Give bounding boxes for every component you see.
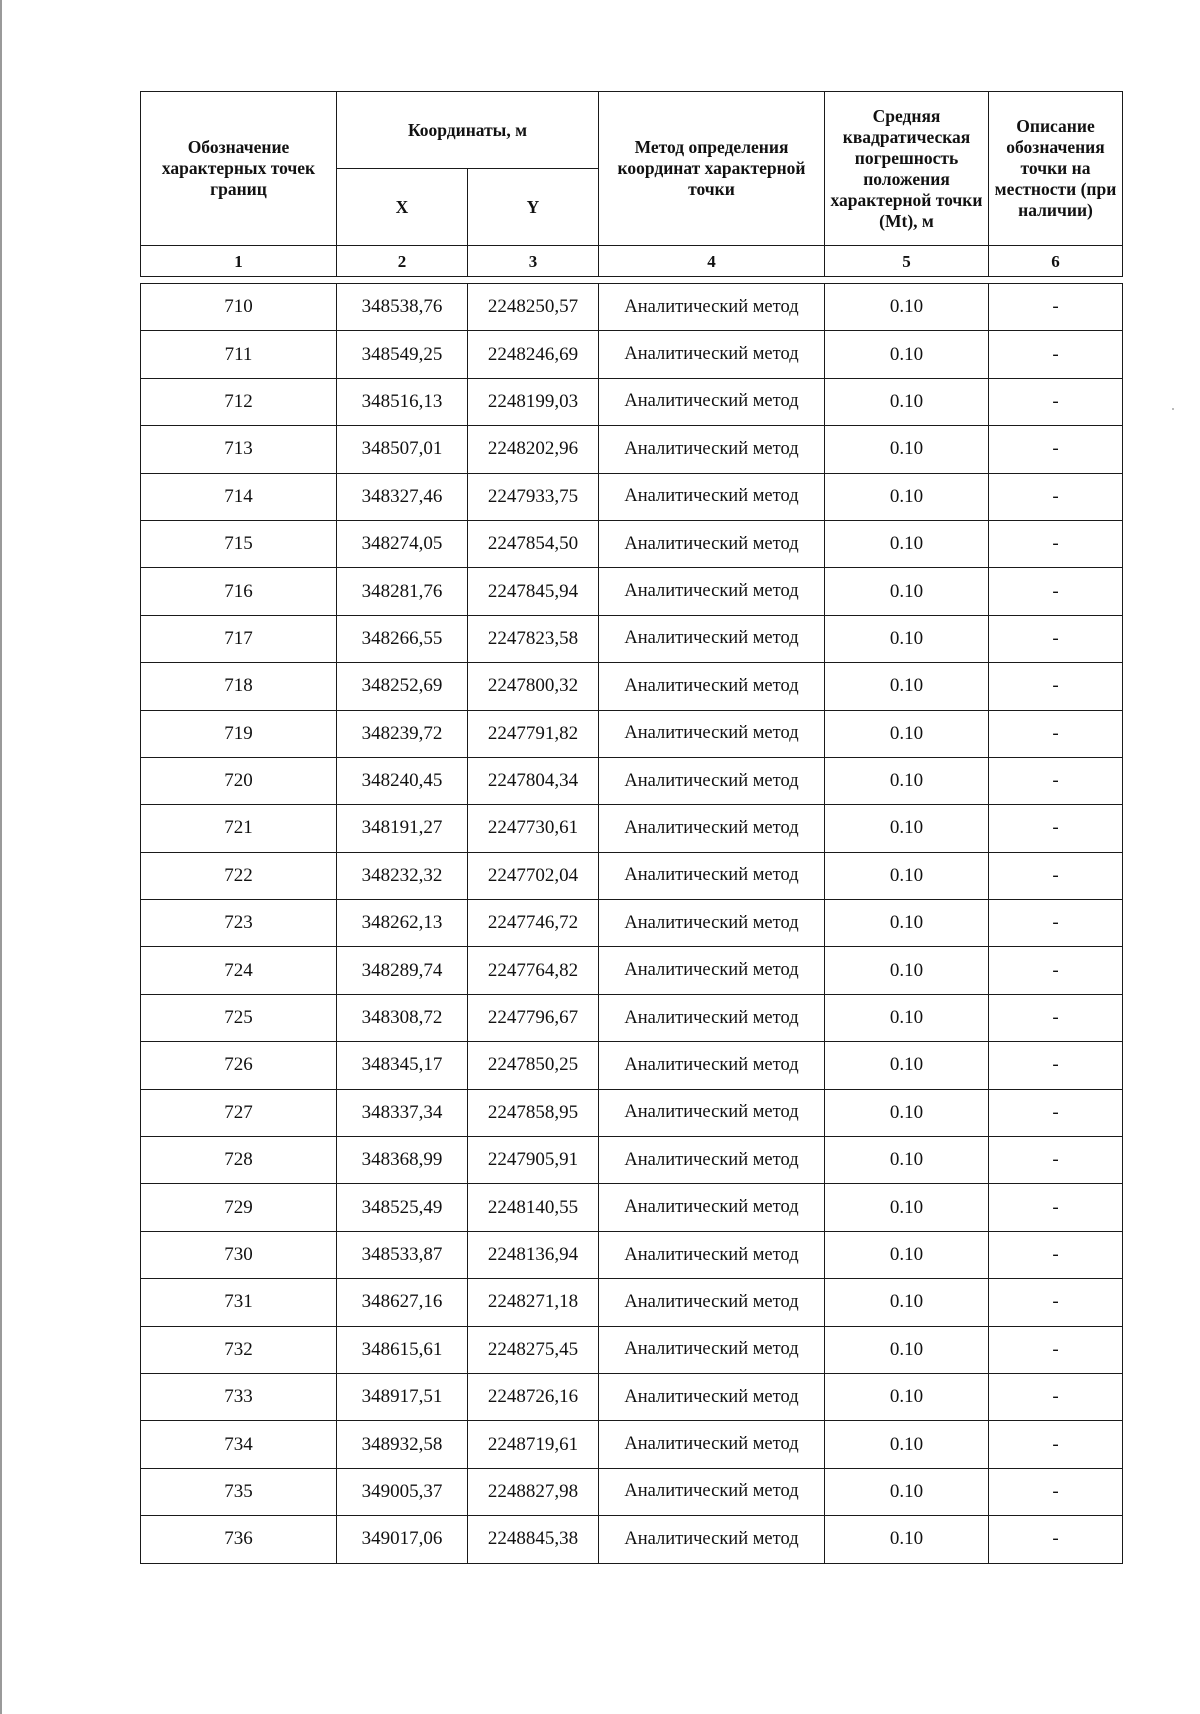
y-coordinate-cell: 2247804,34 [468, 757, 599, 804]
x-coordinate-cell: 348289,74 [337, 947, 468, 994]
y-coordinate-cell: 2247730,61 [468, 805, 599, 852]
error-cell: 0.10 [825, 331, 989, 378]
description-cell: - [989, 663, 1123, 710]
method-cell: Аналитический метод [599, 1373, 825, 1420]
error-cell: 0.10 [825, 947, 989, 994]
point-cell: 721 [141, 805, 337, 852]
table-row [141, 378, 1123, 425]
y-coordinate-cell: 2248140,55 [468, 1184, 599, 1231]
method-cell: Аналитический метод [599, 284, 825, 331]
point-cell: 733 [141, 1373, 337, 1420]
method-cell: Аналитический метод [599, 710, 825, 757]
method-cell: Аналитический метод [599, 1516, 825, 1563]
description-cell: - [989, 473, 1123, 520]
method-cell: Аналитический метод [599, 331, 825, 378]
table-row [141, 900, 1123, 947]
point-cell: 718 [141, 663, 337, 710]
table-row [141, 1089, 1123, 1136]
y-coordinate-cell: 2247796,67 [468, 994, 599, 1041]
header-table [140, 91, 1123, 277]
description-cell: - [989, 1468, 1123, 1515]
error-cell: 0.10 [825, 520, 989, 567]
method-cell: Аналитический метод [599, 852, 825, 899]
description-cell: - [989, 852, 1123, 899]
x-coordinate-cell: 348627,16 [337, 1279, 468, 1326]
x-coordinate-cell: 348345,17 [337, 1042, 468, 1089]
method-cell: Аналитический метод [599, 757, 825, 804]
x-coordinate-cell: 348240,45 [337, 757, 468, 804]
x-coordinate-cell: 348337,34 [337, 1089, 468, 1136]
table-row [141, 805, 1123, 852]
y-coordinate-cell: 2248719,61 [468, 1421, 599, 1468]
error-cell: 0.10 [825, 852, 989, 899]
description-cell: - [989, 1231, 1123, 1278]
method-cell: Аналитический метод [599, 1421, 825, 1468]
error-cell: 0.10 [825, 1137, 989, 1184]
description-cell: - [989, 1326, 1123, 1373]
method-cell: Аналитический метод [599, 663, 825, 710]
header-description: Описание обозначения точки на местности (при наличии) [989, 92, 1123, 246]
scan-speck [1172, 408, 1174, 410]
column-number: 6 [989, 246, 1123, 277]
header-x: X [337, 169, 468, 246]
y-coordinate-cell: 2248250,57 [468, 284, 599, 331]
error-cell: 0.10 [825, 1326, 989, 1373]
table-row [141, 473, 1123, 520]
x-coordinate-cell: 348516,13 [337, 378, 468, 425]
x-coordinate-cell: 348368,99 [337, 1137, 468, 1184]
y-coordinate-cell: 2248202,96 [468, 426, 599, 473]
point-cell: 720 [141, 757, 337, 804]
method-cell: Аналитический метод [599, 426, 825, 473]
y-coordinate-cell: 2247764,82 [468, 947, 599, 994]
column-number: 2 [337, 246, 468, 277]
column-number: 1 [141, 246, 337, 277]
table-row [141, 852, 1123, 899]
description-cell: - [989, 331, 1123, 378]
error-cell: 0.10 [825, 1421, 989, 1468]
y-coordinate-cell: 2248136,94 [468, 1231, 599, 1278]
table-row [141, 1421, 1123, 1468]
description-cell: - [989, 520, 1123, 567]
table-row [141, 710, 1123, 757]
y-coordinate-cell: 2247791,82 [468, 710, 599, 757]
point-cell: 712 [141, 378, 337, 425]
method-cell: Аналитический метод [599, 1468, 825, 1515]
table-row [141, 426, 1123, 473]
table-row [141, 520, 1123, 567]
description-cell: - [989, 1089, 1123, 1136]
error-cell: 0.10 [825, 473, 989, 520]
table-row [141, 1468, 1123, 1515]
header-error: Средняя квадратическая погрешность положения характерной точки (Mt), м [825, 92, 989, 246]
table-row [141, 331, 1123, 378]
x-coordinate-cell: 348281,76 [337, 568, 468, 615]
error-cell: 0.10 [825, 1516, 989, 1563]
error-cell: 0.10 [825, 710, 989, 757]
method-cell: Аналитический метод [599, 900, 825, 947]
description-cell: - [989, 426, 1123, 473]
error-cell: 0.10 [825, 757, 989, 804]
coordinates-table [140, 283, 1123, 1564]
method-cell: Аналитический метод [599, 947, 825, 994]
table-row [141, 757, 1123, 804]
x-coordinate-cell: 348262,13 [337, 900, 468, 947]
x-coordinate-cell: 348525,49 [337, 1184, 468, 1231]
table-row [141, 568, 1123, 615]
y-coordinate-cell: 2248845,38 [468, 1516, 599, 1563]
column-number: 5 [825, 246, 989, 277]
method-cell: Аналитический метод [599, 1042, 825, 1089]
page-edge-shadow [0, 0, 2, 1714]
description-cell: - [989, 1373, 1123, 1420]
table-row [141, 284, 1123, 331]
table-row [141, 615, 1123, 662]
point-cell: 719 [141, 710, 337, 757]
x-coordinate-cell: 348252,69 [337, 663, 468, 710]
y-coordinate-cell: 2247850,25 [468, 1042, 599, 1089]
y-coordinate-cell: 2247854,50 [468, 520, 599, 567]
error-cell: 0.10 [825, 1231, 989, 1278]
y-coordinate-cell: 2247800,32 [468, 663, 599, 710]
y-coordinate-cell: 2247823,58 [468, 615, 599, 662]
point-cell: 734 [141, 1421, 337, 1468]
error-cell: 0.10 [825, 900, 989, 947]
point-cell: 732 [141, 1326, 337, 1373]
x-coordinate-cell: 348615,61 [337, 1326, 468, 1373]
y-coordinate-cell: 2247905,91 [468, 1137, 599, 1184]
point-cell: 710 [141, 284, 337, 331]
method-cell: Аналитический метод [599, 520, 825, 567]
description-cell: - [989, 568, 1123, 615]
description-cell: - [989, 900, 1123, 947]
error-cell: 0.10 [825, 1184, 989, 1231]
y-coordinate-cell: 2248271,18 [468, 1279, 599, 1326]
method-cell: Аналитический метод [599, 1089, 825, 1136]
x-coordinate-cell: 348191,27 [337, 805, 468, 852]
point-cell: 725 [141, 994, 337, 1041]
x-coordinate-cell: 349017,06 [337, 1516, 468, 1563]
error-cell: 0.10 [825, 284, 989, 331]
description-cell: - [989, 1279, 1123, 1326]
y-coordinate-cell: 2247845,94 [468, 568, 599, 615]
point-cell: 726 [141, 1042, 337, 1089]
x-coordinate-cell: 348917,51 [337, 1373, 468, 1420]
point-cell: 723 [141, 900, 337, 947]
method-cell: Аналитический метод [599, 805, 825, 852]
point-cell: 713 [141, 426, 337, 473]
y-coordinate-cell: 2248246,69 [468, 331, 599, 378]
point-cell: 714 [141, 473, 337, 520]
y-coordinate-cell: 2248726,16 [468, 1373, 599, 1420]
x-coordinate-cell: 348239,72 [337, 710, 468, 757]
header-point: Обозначение характерных точек границ [141, 92, 337, 246]
error-cell: 0.10 [825, 378, 989, 425]
description-cell: - [989, 1421, 1123, 1468]
x-coordinate-cell: 348932,58 [337, 1421, 468, 1468]
error-cell: 0.10 [825, 426, 989, 473]
table-row [141, 1137, 1123, 1184]
x-coordinate-cell: 348507,01 [337, 426, 468, 473]
table-row [141, 1326, 1123, 1373]
error-cell: 0.10 [825, 568, 989, 615]
method-cell: Аналитический метод [599, 615, 825, 662]
description-cell: - [989, 805, 1123, 852]
description-cell: - [989, 1516, 1123, 1563]
point-cell: 727 [141, 1089, 337, 1136]
error-cell: 0.10 [825, 994, 989, 1041]
y-coordinate-cell: 2247858,95 [468, 1089, 599, 1136]
table-row [141, 1184, 1123, 1231]
method-cell: Аналитический метод [599, 473, 825, 520]
x-coordinate-cell: 349005,37 [337, 1468, 468, 1515]
y-coordinate-cell: 2248199,03 [468, 378, 599, 425]
table-row [141, 1279, 1123, 1326]
method-cell: Аналитический метод [599, 1279, 825, 1326]
x-coordinate-cell: 348533,87 [337, 1231, 468, 1278]
point-cell: 711 [141, 331, 337, 378]
description-cell: - [989, 994, 1123, 1041]
column-number: 3 [468, 246, 599, 277]
error-cell: 0.10 [825, 663, 989, 710]
x-coordinate-cell: 348274,05 [337, 520, 468, 567]
point-cell: 731 [141, 1279, 337, 1326]
table-row [141, 994, 1123, 1041]
point-cell: 717 [141, 615, 337, 662]
header-method: Метод определения координат характерной точки [599, 92, 825, 246]
method-cell: Аналитический метод [599, 378, 825, 425]
table-row [141, 1516, 1123, 1563]
table-row [141, 947, 1123, 994]
y-coordinate-cell: 2247746,72 [468, 900, 599, 947]
method-cell: Аналитический метод [599, 1137, 825, 1184]
description-cell: - [989, 284, 1123, 331]
x-coordinate-cell: 348308,72 [337, 994, 468, 1041]
x-coordinate-cell: 348538,76 [337, 284, 468, 331]
x-coordinate-cell: 348232,32 [337, 852, 468, 899]
method-cell: Аналитический метод [599, 568, 825, 615]
point-cell: 729 [141, 1184, 337, 1231]
point-cell: 715 [141, 520, 337, 567]
method-cell: Аналитический метод [599, 1231, 825, 1278]
description-cell: - [989, 1184, 1123, 1231]
table-row [141, 1373, 1123, 1420]
y-coordinate-cell: 2247933,75 [468, 473, 599, 520]
description-cell: - [989, 947, 1123, 994]
header-coordinates: Координаты, м [337, 92, 599, 169]
description-cell: - [989, 1137, 1123, 1184]
point-cell: 716 [141, 568, 337, 615]
point-cell: 722 [141, 852, 337, 899]
error-cell: 0.10 [825, 1042, 989, 1089]
y-coordinate-cell: 2247702,04 [468, 852, 599, 899]
description-cell: - [989, 710, 1123, 757]
error-cell: 0.10 [825, 615, 989, 662]
method-cell: Аналитический метод [599, 1184, 825, 1231]
y-coordinate-cell: 2248827,98 [468, 1468, 599, 1515]
header-y: Y [468, 169, 599, 246]
point-cell: 724 [141, 947, 337, 994]
method-cell: Аналитический метод [599, 994, 825, 1041]
x-coordinate-cell: 348266,55 [337, 615, 468, 662]
error-cell: 0.10 [825, 1468, 989, 1515]
column-number: 4 [599, 246, 825, 277]
error-cell: 0.10 [825, 1089, 989, 1136]
description-cell: - [989, 1042, 1123, 1089]
table-row [141, 1042, 1123, 1089]
x-coordinate-cell: 348549,25 [337, 331, 468, 378]
method-cell: Аналитический метод [599, 1326, 825, 1373]
y-coordinate-cell: 2248275,45 [468, 1326, 599, 1373]
description-cell: - [989, 757, 1123, 804]
point-cell: 728 [141, 1137, 337, 1184]
description-cell: - [989, 378, 1123, 425]
error-cell: 0.10 [825, 805, 989, 852]
description-cell: - [989, 615, 1123, 662]
table-row [141, 663, 1123, 710]
error-cell: 0.10 [825, 1279, 989, 1326]
point-cell: 736 [141, 1516, 337, 1563]
table-row [141, 1231, 1123, 1278]
x-coordinate-cell: 348327,46 [337, 473, 468, 520]
error-cell: 0.10 [825, 1373, 989, 1420]
point-cell: 730 [141, 1231, 337, 1278]
point-cell: 735 [141, 1468, 337, 1515]
